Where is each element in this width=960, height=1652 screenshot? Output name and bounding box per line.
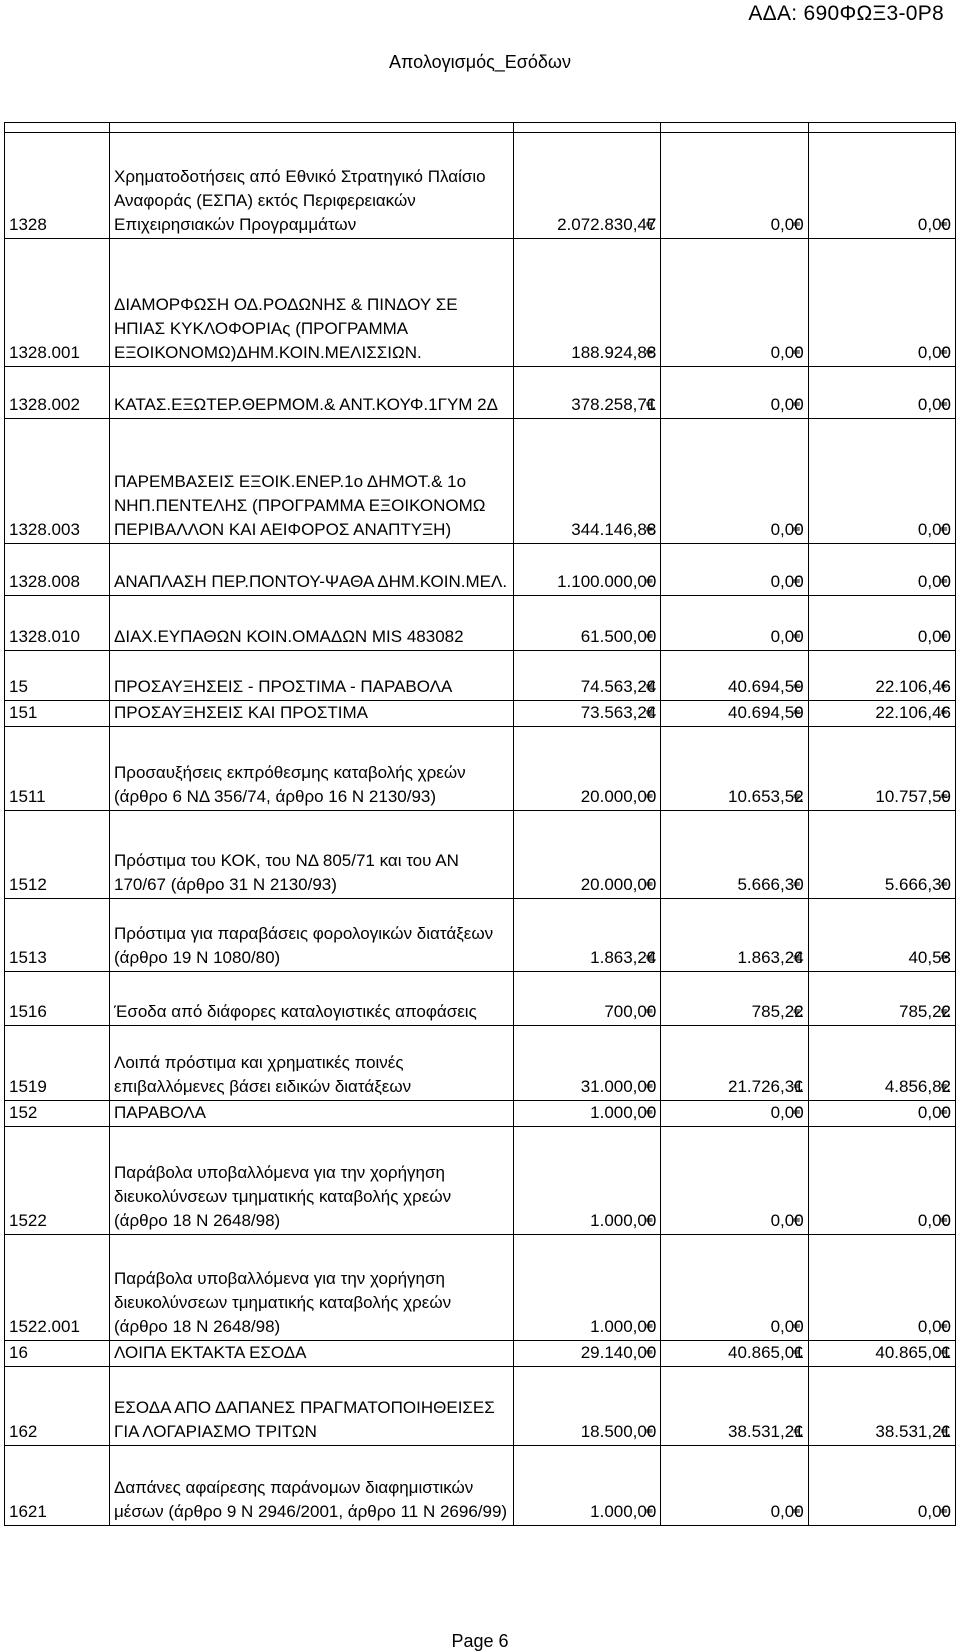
row-collected-amount: 0,00 €: [808, 1127, 955, 1235]
row-certified-amount: 0,00 €: [661, 544, 808, 596]
row-description: [110, 123, 514, 133]
row-certified-amount: 10.653,52 €: [661, 727, 808, 811]
row-budgeted-amount: [514, 123, 661, 133]
table-row: [5, 544, 956, 596]
table-row: [5, 651, 956, 701]
row-budgeted-amount: 20.000,00 €: [514, 811, 661, 899]
row-budgeted-amount: 31.000,00 €: [514, 1026, 661, 1101]
row-collected-amount: 22.106,46 €: [808, 651, 955, 701]
row-code: 1328: [5, 133, 110, 239]
revenue-table: [4, 122, 956, 1526]
table-row: [5, 367, 956, 419]
row-code: 1328.001: [5, 239, 110, 367]
row-description: ΕΣΟΔΑ ΑΠΟ ΔΑΠΑΝΕΣ ΠΡΑΓΜΑΤΟΠΟΙΗΘΕΙΣΕΣ ΓΙΑ ΛΟΓΑΡΙΑΣΜΟ ΤΡΙΤΩΝ: [110, 1367, 514, 1446]
row-certified-amount: 38.531,21 €: [661, 1367, 808, 1446]
row-code: 1328.008: [5, 544, 110, 596]
row-certified-amount: 1.863,24 €: [661, 899, 808, 972]
row-collected-amount: [808, 123, 955, 133]
row-budgeted-amount: 1.000,00 €: [514, 1446, 661, 1526]
row-certified-amount: 0,00 €: [661, 1127, 808, 1235]
row-collected-amount: 40.865,01 €: [808, 1341, 955, 1367]
row-certified-amount: 40.694,59 €: [661, 701, 808, 727]
row-description: Λοιπά πρόστιμα και χρηματικές ποινές επιβαλλόμενες βάσει ειδικών διατάξεων: [110, 1026, 514, 1101]
row-collected-amount: 0,00 €: [808, 239, 955, 367]
row-budgeted-amount: 1.000,00 €: [514, 1235, 661, 1341]
row-certified-amount: 21.726,31 €: [661, 1026, 808, 1101]
table-row: [5, 133, 956, 239]
table-row: [5, 1026, 956, 1101]
row-code: 162: [5, 1367, 110, 1446]
row-code: 1513: [5, 899, 110, 972]
page-number: Page 6: [451, 1631, 509, 1651]
row-budgeted-amount: 2.072.830,47 €: [514, 133, 661, 239]
row-budgeted-amount: 73.563,24 €: [514, 701, 661, 727]
row-budgeted-amount: 344.146,88 €: [514, 419, 661, 544]
row-code: 15: [5, 651, 110, 701]
row-description: Χρηματοδοτήσεις από Εθνικό Στρατηγικό Πλαίσιο Αναφοράς (ΕΣΠΑ) εκτός Περιφερειακών Επιχειρησιακών Προγραμμάτων: [110, 133, 514, 239]
row-budgeted-amount: 18.500,00 €: [514, 1367, 661, 1446]
table-row: [5, 899, 956, 972]
row-description: Δαπάνες αφαίρεσης παράνομων διαφημιστικών μέσων (άρθρο 9 Ν 2946/2001, άρθρο 11 Ν 2696/99): [110, 1446, 514, 1526]
table-row: [5, 419, 956, 544]
row-description: Πρόστιμα για παραβάσεις φορολογικών διατάξεων (άρθρο 19 Ν 1080/80): [110, 899, 514, 972]
row-description: ΚΑΤΑΣ.ΕΞΩΤΕΡ.ΘΕΡΜΟΜ.& ΑΝΤ.ΚΟΥΦ.1ΓΥΜ 2Δ: [110, 367, 514, 419]
row-budgeted-amount: 700,00 €: [514, 972, 661, 1026]
row-description: ΔΙΑΜΟΡΦΩΣΗ ΟΔ.ΡΟΔΩΝΗΣ & ΠΙΝΔΟΥ ΣΕ ΗΠΙΑΣ ΚΥΚΛΟΦΟΡΙΑς (ΠΡΟΓΡΑΜΜΑ ΕΞΟΙΚΟΝΟΜΩ)ΔΗΜ.ΚΟΙΝ.ΜΕΛΙΣΣΙΩΝ.: [110, 239, 514, 367]
row-collected-amount: 0,00 €: [808, 1101, 955, 1127]
row-description: ΑΝΑΠΛΑΣΗ ΠΕΡ.ΠΟΝΤΟΥ-ΨΑΘΑ ΔΗΜ.ΚΟΙΝ.ΜΕΛ.: [110, 544, 514, 596]
row-budgeted-amount: 378.258,71 €: [514, 367, 661, 419]
row-budgeted-amount: 1.000,00 €: [514, 1127, 661, 1235]
row-description: ΠΡΟΣΑΥΞΗΣΕΙΣ - ΠΡΟΣΤΙΜΑ - ΠΑΡΑΒΟΛΑ: [110, 651, 514, 701]
row-certified-amount: 0,00 €: [661, 596, 808, 651]
row-code: 1512: [5, 811, 110, 899]
table-row: [5, 1101, 956, 1127]
row-certified-amount: 0,00 €: [661, 239, 808, 367]
row-collected-amount: 10.757,59 €: [808, 727, 955, 811]
row-code: 16: [5, 1341, 110, 1367]
row-description: Παράβολα υποβαλλόμενα για την χορήγηση διευκολύνσεων τμηματικής καταβολής χρεών (άρθρο 18 Ν 2648/98): [110, 1235, 514, 1341]
table-row: [5, 727, 956, 811]
row-description: Πρόστιμα του ΚΟΚ, του ΝΔ 805/71 και του ΑΝ 170/67 (άρθρο 31 Ν 2130/93): [110, 811, 514, 899]
table-row: [5, 1235, 956, 1341]
row-description: Παράβολα υποβαλλόμενα για την χορήγηση διευκολύνσεων τμηματικής καταβολής χρεών (άρθρο 18 Ν 2648/98): [110, 1127, 514, 1235]
row-budgeted-amount: 29.140,00 €: [514, 1341, 661, 1367]
row-description: ΛΟΙΠΑ ΕΚΤΑΚΤΑ ΕΣΟΔΑ: [110, 1341, 514, 1367]
row-collected-amount: 0,00 €: [808, 1235, 955, 1341]
row-collected-amount: 22.106,46 €: [808, 701, 955, 727]
row-budgeted-amount: 1.000,00 €: [514, 1101, 661, 1127]
row-collected-amount: 5.666,30 €: [808, 811, 955, 899]
row-collected-amount: 0,00 €: [808, 419, 955, 544]
row-code: 1519: [5, 1026, 110, 1101]
row-code: 1621: [5, 1446, 110, 1526]
row-code: [5, 123, 110, 133]
row-certified-amount: 40.865,01 €: [661, 1341, 808, 1367]
row-certified-amount: 0,00 €: [661, 133, 808, 239]
row-budgeted-amount: 188.924,88 €: [514, 239, 661, 367]
row-certified-amount: 0,00 €: [661, 1235, 808, 1341]
row-collected-amount: 40,53 €: [808, 899, 955, 972]
ada-code: ΑΔΑ: 690ΦΩΞ3-0Ρ8: [748, 2, 944, 25]
row-code: 1511: [5, 727, 110, 811]
row-certified-amount: 785,22 €: [661, 972, 808, 1026]
table-row: [5, 1446, 956, 1526]
row-collected-amount: 0,00 €: [808, 367, 955, 419]
row-code: 1328.003: [5, 419, 110, 544]
row-budgeted-amount: 1.100.000,00 €: [514, 544, 661, 596]
row-code: 1522.001: [5, 1235, 110, 1341]
table-row: [5, 1127, 956, 1235]
row-collected-amount: 785,22 €: [808, 972, 955, 1026]
row-certified-amount: 40.694,59 €: [661, 651, 808, 701]
row-code: 1328.010: [5, 596, 110, 651]
row-code: 1328.002: [5, 367, 110, 419]
row-budgeted-amount: 74.563,24 €: [514, 651, 661, 701]
row-budgeted-amount: 20.000,00 €: [514, 727, 661, 811]
row-code: 151: [5, 701, 110, 727]
row-collected-amount: 4.856,82 €: [808, 1026, 955, 1101]
row-description: ΔΙΑΧ.ΕΥΠΑΘΩΝ ΚΟΙΝ.ΟΜΑΔΩΝ MIS 483082: [110, 596, 514, 651]
row-certified-amount: 0,00 €: [661, 1446, 808, 1526]
row-description: ΠΑΡΑΒΟΛΑ: [110, 1101, 514, 1127]
table-row: [5, 596, 956, 651]
table-row: [5, 701, 956, 727]
row-certified-amount: 0,00 €: [661, 419, 808, 544]
row-budgeted-amount: 61.500,00 €: [514, 596, 661, 651]
row-collected-amount: 0,00 €: [808, 596, 955, 651]
row-collected-amount: 0,00 €: [808, 1446, 955, 1526]
row-collected-amount: 38.531,21 €: [808, 1367, 955, 1446]
row-certified-amount: [661, 123, 808, 133]
row-certified-amount: 0,00 €: [661, 367, 808, 419]
table-row: [5, 239, 956, 367]
row-description: Έσοδα από διάφορες καταλογιστικές αποφάσεις: [110, 972, 514, 1026]
row-code: 1522: [5, 1127, 110, 1235]
table-row: [5, 811, 956, 899]
row-budgeted-amount: 1.863,24 €: [514, 899, 661, 972]
row-description: ΠΡΟΣΑΥΞΗΣΕΙΣ ΚΑΙ ΠΡΟΣΤΙΜΑ: [110, 701, 514, 727]
row-collected-amount: 0,00 €: [808, 544, 955, 596]
row-code: 1516: [5, 972, 110, 1026]
row-collected-amount: 0,00 €: [808, 133, 955, 239]
row-code: 152: [5, 1101, 110, 1127]
row-description: Προσαυξήσεις εκπρόθεσμης καταβολής χρεών (άρθρο 6 ΝΔ 356/74, άρθρο 16 Ν 2130/93): [110, 727, 514, 811]
table-row: [5, 1367, 956, 1446]
table-row: [5, 972, 956, 1026]
table-row: [5, 123, 956, 133]
table-row: [5, 1341, 956, 1367]
row-certified-amount: 0,00 €: [661, 1101, 808, 1127]
row-certified-amount: 5.666,30 €: [661, 811, 808, 899]
row-description: ΠΑΡΕΜΒΑΣΕΙΣ ΕΞΟΙΚ.ΕΝΕΡ.1ο ΔΗΜΟΤ.& 1ο ΝΗΠ.ΠΕΝΤΕΛΗΣ (ΠΡΟΓΡΑΜΜΑ ΕΞΟΙΚΟΝΟΜΩ ΠΕΡΙΒΑΛΛΟΝ ΚΑΙ ΑΕΙΦΟΡΟΣ ΑΝΑΠΤΥΞΗ): [110, 419, 514, 544]
document-title: Απολογισμός_Εσόδων: [389, 52, 571, 72]
